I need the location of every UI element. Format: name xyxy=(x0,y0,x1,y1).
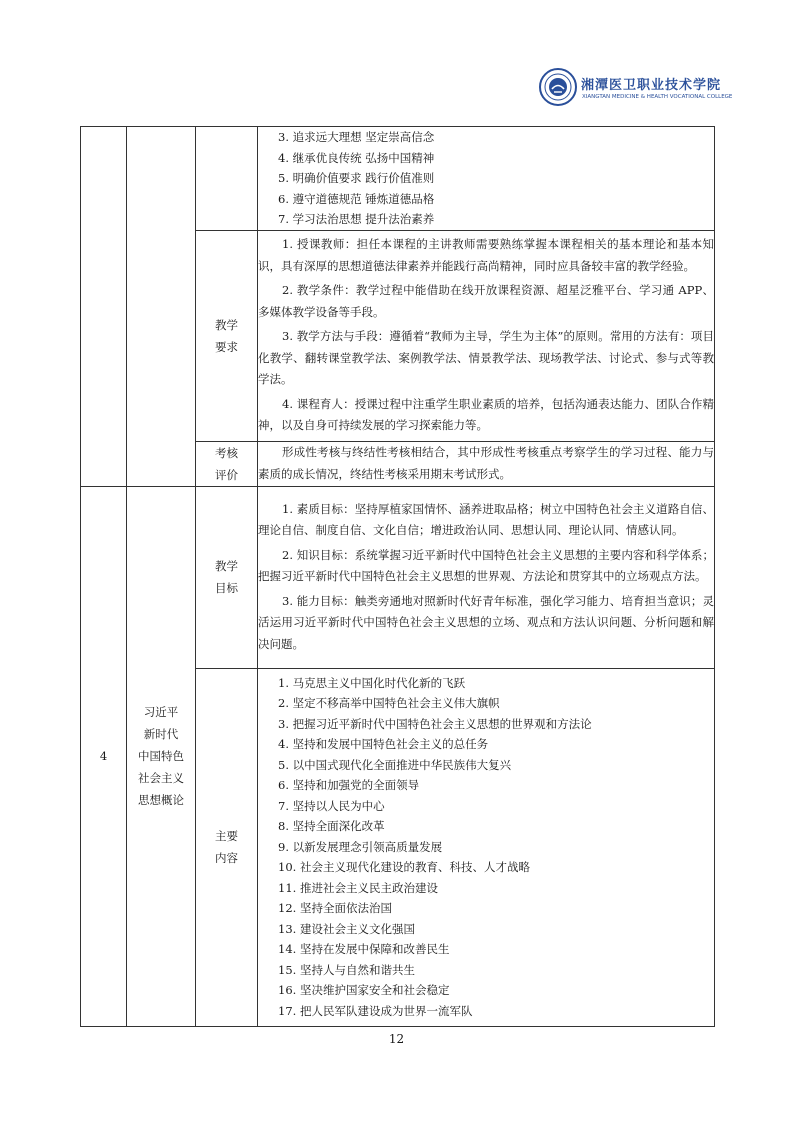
list-item: 11. 推进社会主义民主政治建设 xyxy=(278,880,438,895)
page-number: 12 xyxy=(388,1032,405,1046)
list-item: 3. 追求远大理想 坚定崇高信念 xyxy=(278,130,435,144)
course-number: 4 xyxy=(81,486,127,1026)
table-row xyxy=(81,486,715,668)
list-item: 2. 坚定不移高举中国特色社会主义伟大旗帜 xyxy=(278,696,500,711)
college-name-cn: 湘潭医卫职业技术学院 xyxy=(581,78,722,93)
teaching-requirements-label: 教学 要求 xyxy=(196,230,258,441)
list-item: 5. 以中国式现代化全面推进中华民族伟大复兴 xyxy=(278,757,512,772)
list-item: 12. 坚持全面依法治国 xyxy=(278,901,392,916)
course-name-cell-blank xyxy=(127,127,196,487)
list-item: 1. 马克思主义中国化时代化新的飞跃 xyxy=(278,675,466,690)
paragraph: 1. 素质目标：坚持厚植家国情怀、涵养进取品格；树立中国特色社会主义道路自信、理论自信、制度自信、文化自信；增进政治认同、思想认同、理论认同、情感认同。 xyxy=(258,501,714,538)
teaching-goals-text xyxy=(258,486,715,668)
list-item: 14. 坚持在发展中保障和改善民生 xyxy=(278,942,450,957)
list-item: 15. 坚持人与自然和谐共生 xyxy=(278,962,415,977)
list-item: 4. 继承优良传统 弘扬中国精神 xyxy=(278,150,435,165)
list-item: 3. 把握习近平新时代中国特色社会主义思想的世界观和方法论 xyxy=(278,716,592,731)
list-item: 9. 以新发展理念引领高质量发展 xyxy=(278,839,443,854)
main-content-list xyxy=(258,668,715,1026)
list-item: 8. 坚持全面深化改革 xyxy=(278,819,385,834)
list-item: 7. 坚持以人民为中心 xyxy=(278,798,385,813)
college-logo xyxy=(539,68,733,108)
content-list-continued xyxy=(258,127,715,231)
college-name-en: XIANGTAN MEDICINE & HEALTH VOCATIONAL COLLEGE xyxy=(582,94,733,100)
list-item: 13. 建设社会主义文化强国 xyxy=(278,921,415,936)
paragraph: 1. 授课教师：担任本课程的主讲教师需要熟练掌握本课程相关的基本理论和基本知识，具有深厚的思想道德法律素养并能践行高尚精神，同时应具备较丰富的教学经验。 xyxy=(258,237,714,273)
paragraph: 形成性考核与终结性考核相结合，其中形成性考核重点考察学生的学习过程、能力与素质的成长情况，终结性考核采用期末考试形式。 xyxy=(258,445,714,481)
course-name: 习近平 新时代 中国特色 社会主义 思想概论 xyxy=(127,486,196,1026)
list-item: 7. 学习法治思想 提升法治素养 xyxy=(278,212,435,226)
main-content-label: 主要 内容 xyxy=(196,668,258,1026)
paragraph: 3. 教学方法与手段：遵循着“教师为主导，学生为主体”的原则。常用的方法有：项目化教学、翻转课堂教学法、案例教学法、情景教学法、现场教学法、讨论式、参与式等教学法。 xyxy=(258,329,714,387)
paragraph: 3. 能力目标：触类旁通地对照新时代好青年标准，强化学习能力、培育担当意识；灵活运用习近平新时代中国特色社会主义思想的立场、观点和方法认识问题、分析问题和解决问题。 xyxy=(258,593,714,651)
list-item: 6. 遵守道德规范 锤炼道德品格 xyxy=(278,191,435,206)
list-item: 5. 明确价值要求 践行价值准则 xyxy=(278,171,435,185)
assessment-label: 考核 评价 xyxy=(196,441,258,486)
category-cell-blank xyxy=(196,127,258,231)
table-row xyxy=(81,127,715,231)
assessment-text xyxy=(258,441,715,486)
college-emblem-icon xyxy=(539,68,577,106)
paragraph: 4. 课程育人：授课过程中注重学生职业素质的培养，包括沟通表达能力、团队合作精神，以及自身可持续发展的学习探索能力等。 xyxy=(258,396,714,433)
list-item: 16. 坚决维护国家安全和社会稳定 xyxy=(278,983,450,998)
list-item: 10. 社会主义现代化建设的教育、科技、人才战略 xyxy=(278,860,530,875)
course-number-cell-blank xyxy=(81,127,127,487)
paragraph: 2. 教学条件：教学过程中能借助在线开放课程资源、超星泛雅平台、学习通 APP、多媒体教学设备等手段。 xyxy=(258,283,714,319)
curriculum-table xyxy=(80,126,715,1027)
list-item: 17. 把人民军队建设成为世界一流军队 xyxy=(278,1003,473,1018)
paragraph: 2. 知识目标：系统掌握习近平新时代中国特色社会主义思想的主要内容和科学体系；把握习近平新时代中国特色社会主义思想的世界观、方法论和贯穿其中的立场观点方法。 xyxy=(258,547,714,584)
teaching-goals-label: 教学 目标 xyxy=(196,486,258,668)
list-item: 4. 坚持和发展中国特色社会主义的总任务 xyxy=(278,737,489,752)
teaching-requirements-text xyxy=(258,230,715,441)
list-item: 6. 坚持和加强党的全面领导 xyxy=(278,778,420,793)
